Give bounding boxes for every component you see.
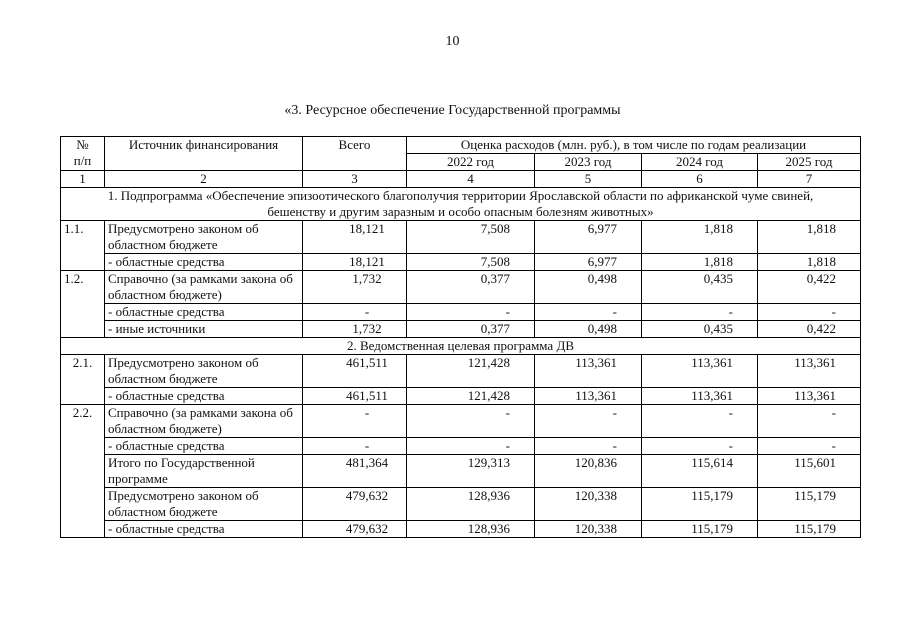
row-value: 113,361 bbox=[535, 388, 642, 405]
row-value: - bbox=[642, 438, 758, 455]
section1-row bbox=[61, 188, 861, 221]
colnum: 7 bbox=[758, 171, 861, 188]
row-label: Справочно (за рамками закона об областном бюджете) bbox=[105, 405, 303, 438]
row-value: - bbox=[303, 304, 407, 321]
row-value: 481,364 bbox=[303, 455, 407, 488]
row-value: 115,614 bbox=[642, 455, 758, 488]
row-label: Справочно (за рамками закона об областном бюджете) bbox=[105, 271, 303, 304]
section2-row bbox=[61, 338, 861, 355]
row-value: 120,836 bbox=[535, 455, 642, 488]
row-value: - bbox=[642, 405, 758, 438]
row-value: 0,422 bbox=[758, 271, 861, 304]
header-source: Источник финансирования bbox=[105, 137, 303, 171]
row-label: Предусмотрено законом об областном бюджете bbox=[105, 221, 303, 254]
header-row bbox=[61, 137, 861, 154]
colnum: 4 bbox=[407, 171, 535, 188]
row-value: - bbox=[303, 405, 407, 438]
row-value: 121,428 bbox=[407, 355, 535, 388]
row-value: 461,511 bbox=[303, 388, 407, 405]
row-value: 6,977 bbox=[535, 221, 642, 254]
row-value: 0,435 bbox=[642, 271, 758, 304]
page-number: 10 bbox=[445, 34, 460, 49]
row-value: 113,361 bbox=[642, 355, 758, 388]
row-value: 18,121 bbox=[303, 254, 407, 271]
row-value: 1,818 bbox=[758, 254, 861, 271]
row-value: - bbox=[758, 405, 861, 438]
header-num: № п/п bbox=[61, 137, 105, 171]
column-numbers-row bbox=[61, 171, 861, 188]
row-value: 0,498 bbox=[535, 271, 642, 304]
table-row bbox=[61, 355, 861, 388]
row-value: 129,313 bbox=[407, 455, 535, 488]
row-value: 121,428 bbox=[407, 388, 535, 405]
table-row bbox=[61, 221, 861, 254]
header-year: 2024 год bbox=[642, 154, 758, 171]
table-row bbox=[61, 254, 861, 271]
row-value: - bbox=[303, 438, 407, 455]
section-title: «3. Ресурсное обеспечение Государственной программы bbox=[284, 103, 621, 118]
table-row bbox=[61, 521, 861, 538]
row-value: 7,508 bbox=[407, 254, 535, 271]
table-row bbox=[61, 388, 861, 405]
row-value: 479,632 bbox=[303, 521, 407, 538]
row-value: 1,732 bbox=[303, 321, 407, 338]
row-value: - bbox=[758, 304, 861, 321]
row-value: 113,361 bbox=[758, 355, 861, 388]
total-row bbox=[61, 455, 861, 488]
table-row bbox=[61, 488, 861, 521]
colnum: 2 bbox=[105, 171, 303, 188]
colnum: 6 bbox=[642, 171, 758, 188]
row-value: 0,377 bbox=[407, 321, 535, 338]
row-num: 1.2. bbox=[61, 271, 105, 338]
row-value: 115,179 bbox=[642, 488, 758, 521]
colnum: 1 bbox=[61, 171, 105, 188]
row-value: 479,632 bbox=[303, 488, 407, 521]
row-value: 18,121 bbox=[303, 221, 407, 254]
row-value: 115,601 bbox=[758, 455, 861, 488]
row-value: 113,361 bbox=[758, 388, 861, 405]
row-value: - bbox=[535, 304, 642, 321]
row-label: - областные средства bbox=[105, 438, 303, 455]
row-value: 120,338 bbox=[535, 521, 642, 538]
header-year: 2023 год bbox=[535, 154, 642, 171]
table-row bbox=[61, 438, 861, 455]
row-label: - областные средства bbox=[105, 304, 303, 321]
section1-title: 1. Подпрограмма «Обеспечение эпизоотического благополучия территории Ярославской области по африканской чуме свиней, бешенству и другим заразным и особо опасным болезням животных» bbox=[61, 188, 861, 221]
row-value: 128,936 bbox=[407, 488, 535, 521]
row-value: 6,977 bbox=[535, 254, 642, 271]
row-value: 1,732 bbox=[303, 271, 407, 304]
row-value: - bbox=[758, 438, 861, 455]
row-value: - bbox=[642, 304, 758, 321]
row-num: 2.2. bbox=[61, 405, 105, 538]
row-label: Предусмотрено законом об областном бюджете bbox=[105, 488, 303, 521]
row-num: 1.1. bbox=[61, 221, 105, 271]
row-value: 461,511 bbox=[303, 355, 407, 388]
table-row bbox=[61, 271, 861, 304]
row-label: - областные средства bbox=[105, 388, 303, 405]
row-value: 1,818 bbox=[642, 254, 758, 271]
row-label: Предусмотрено законом об областном бюджете bbox=[105, 355, 303, 388]
row-value: 113,361 bbox=[535, 355, 642, 388]
row-value: 113,361 bbox=[642, 388, 758, 405]
table-row bbox=[61, 304, 861, 321]
resource-table bbox=[60, 136, 861, 538]
row-value: 0,377 bbox=[407, 271, 535, 304]
row-num: 2.1. bbox=[61, 355, 105, 405]
colnum: 5 bbox=[535, 171, 642, 188]
row-value: - bbox=[407, 438, 535, 455]
table-row bbox=[61, 405, 861, 438]
row-value: - bbox=[407, 304, 535, 321]
row-value: 0,498 bbox=[535, 321, 642, 338]
row-label: - иные источники bbox=[105, 321, 303, 338]
table-row bbox=[61, 321, 861, 338]
row-value: 115,179 bbox=[758, 488, 861, 521]
row-value: 1,818 bbox=[758, 221, 861, 254]
row-label: - областные средства bbox=[105, 254, 303, 271]
row-value: 0,435 bbox=[642, 321, 758, 338]
header-estimate: Оценка расходов (млн. руб.), в том числе по годам реализации bbox=[407, 137, 861, 154]
row-label: Итого по Государственной программе bbox=[105, 455, 303, 488]
header-year: 2022 год bbox=[407, 154, 535, 171]
section2-title: 2. Ведомственная целевая программа ДВ bbox=[61, 338, 861, 355]
row-value: - bbox=[535, 405, 642, 438]
row-label: - областные средства bbox=[105, 521, 303, 538]
row-value: 7,508 bbox=[407, 221, 535, 254]
colnum: 3 bbox=[303, 171, 407, 188]
row-value: 128,936 bbox=[407, 521, 535, 538]
row-value: 115,179 bbox=[642, 521, 758, 538]
header-total: Всего bbox=[303, 137, 407, 171]
row-value: 1,818 bbox=[642, 221, 758, 254]
header-year: 2025 год bbox=[758, 154, 861, 171]
row-value: 0,422 bbox=[758, 321, 861, 338]
row-value: 115,179 bbox=[758, 521, 861, 538]
row-value: - bbox=[535, 438, 642, 455]
row-value: - bbox=[407, 405, 535, 438]
row-value: 120,338 bbox=[535, 488, 642, 521]
